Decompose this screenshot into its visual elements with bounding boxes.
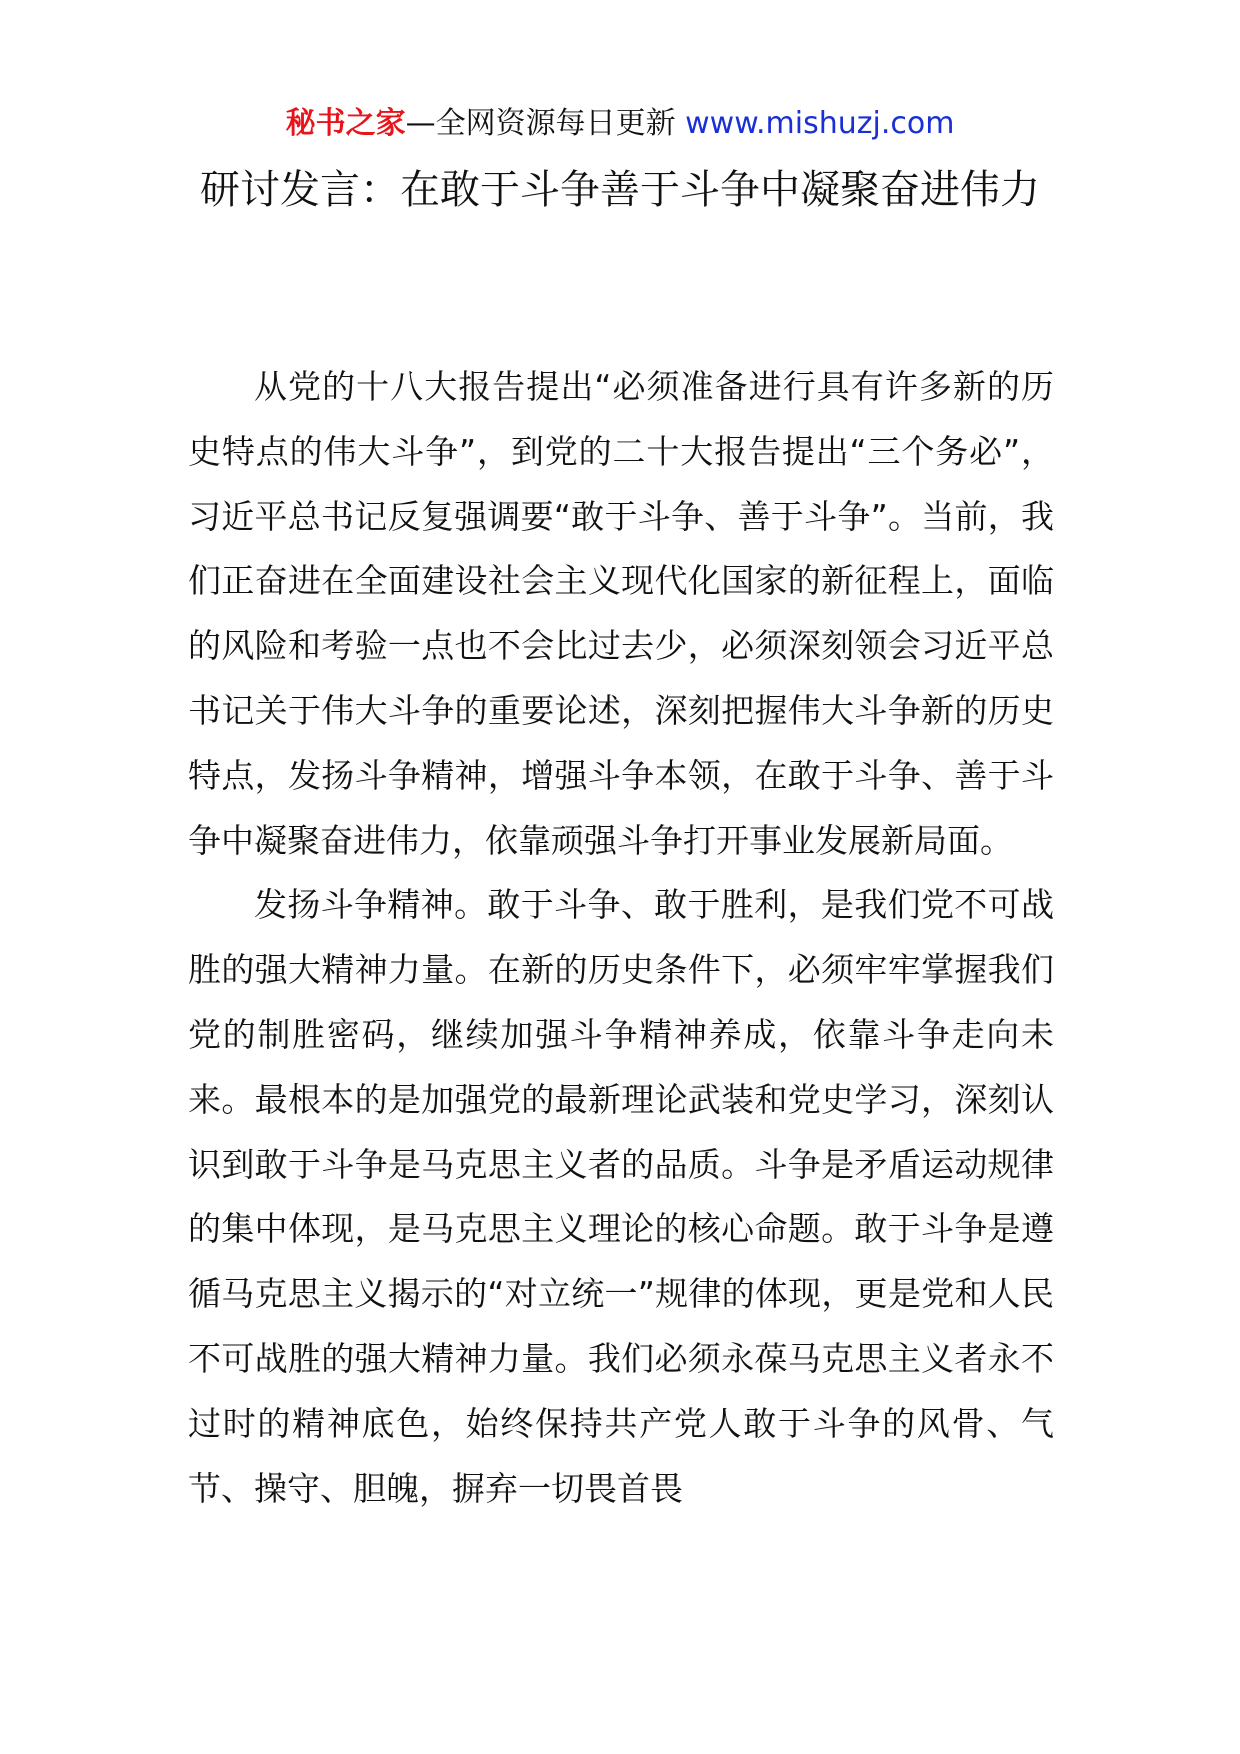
header-tagline: —全网资源每日更新 [405, 106, 686, 141]
paragraph-2: 发扬斗争精神。敢于斗争、敢于胜利，是我们党不可战胜的强大精神力量。在新的历史条件下，必须牢牢掌握我们党的制胜密码，继续加强斗争精神养成，依靠斗争走向未来。最根本的是加强党的最新理论武装和党史学习，深刻认识到敢于斗争是马克思主义者的品质。斗争是矛盾运动规律的集中体现，是马克思主义理论的核心命题。敢于斗争是遵循马克思主义揭示的“对立统一”规律的体现，更是党和人民不可战胜的强大精神力量。我们必须永葆马克思主义者永不过时的精神底色，始终保持共产党人敢于斗争的风骨、气节、操守、胆魄，摒弃一切畏首畏 [188, 885, 1054, 1508]
brand-name: 秘书之家 [285, 106, 406, 141]
site-url-link[interactable]: www.mishuzj.com [685, 106, 955, 141]
document-title: 研讨发言：在敢于斗争善于斗争中凝聚奋进伟力 [200, 167, 1040, 213]
site-header [0, 100, 1240, 148]
document-body [188, 355, 1054, 1521]
paragraph-1: 从党的十八大报告提出“必须准备进行具有许多新的历史特点的伟大斗争”，到党的二十大报告提出“三个务必”，习近平总书记反复强调要“敢于斗争、善于斗争”。当前，我们正奋进在全面建设社会主义现代化国家的新征程上，面临的风险和考验一点也不会比过去少，必须深刻领会习近平总书记关于伟大斗争的重要论述，深刻把握伟大斗争新的历史特点，发扬斗争精神，增强斗争本领，在敢于斗争、善于斗争中凝聚奋进伟力，依靠顽强斗争打开事业发展新局面。 [188, 367, 1054, 860]
